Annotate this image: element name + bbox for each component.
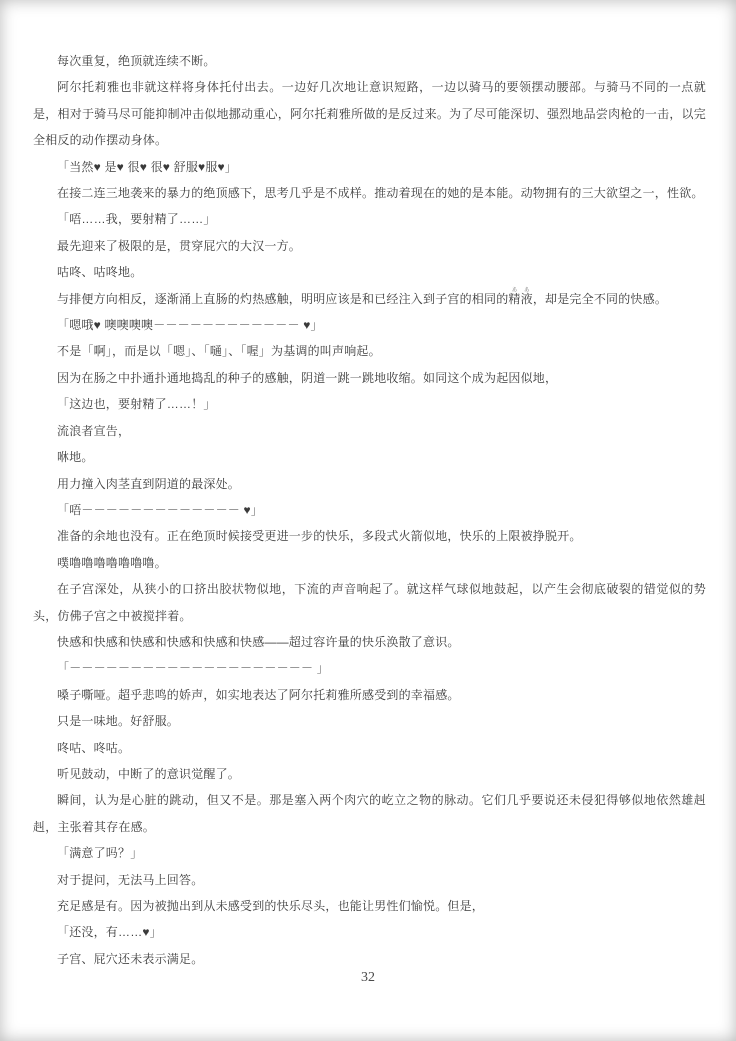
paragraph: 快感和快感和快感和快感和快感和快感——超过容许量的快乐涣散了意识。 [57,634,460,649]
paragraph: 每次重复，绝顶就连续不断。 [57,54,216,68]
paragraph: 用力撞入肉茎直到阴道的最深处。 [57,476,241,491]
paragraph: 咕咚、咕咚地。 [57,265,143,280]
paragraph: 流浪者宣告， [57,423,131,438]
paragraph: 「这边也，要射精了……！」 [57,397,216,412]
ruby-annotation: ぁぁ [508,285,533,293]
paragraph: 子宫、屁穴还未表示满足。 [57,951,204,966]
paragraph: 嗓子嘶哑。超乎悲鸣的娇声，如实地表达了阿尔托莉雅所感受到的幸福感。 [57,687,460,702]
page-number: 32 [361,970,375,985]
paragraph: 「还没，有……♥」 [57,925,162,940]
paragraph: 对于提问，无法马上回答。 [57,872,204,887]
paragraph: 不是「啊」，而是以「嗯」、「嗵」、「喔」为基调的叫声响起。 [57,344,381,359]
paragraph: 与排便方向相反，逐渐涌上直肠的灼热感触，明明应该是和已经注入到子宫的相同的精液ぁぁ，却是完全不同的快感。 [57,285,668,306]
paragraph: 咻地。 [57,450,94,465]
paragraph: 「－－－－－－－－－－－－－－－－－－－－ 」 [57,661,329,676]
paragraph: 充足感是有。因为被抛出到从未感受到的快乐尽头，也能让男性们愉悦。但是， [57,899,485,913]
paragraph: 「唔……我，要射精了……」 [57,212,216,227]
paragraph: 只是一味地。好舒服。 [57,714,180,729]
paragraph: 噗噜噜噜噜噜噜噜。 [57,555,167,570]
paragraph: 「当然♥ 是♥ 很♥ 很♥ 舒服♥服♥」 [57,159,238,174]
ruby-annotated-word: 精液ぁぁ [508,285,533,306]
paragraph: 「唔－－－－－－－－－－－－－ ♥」 [57,502,264,517]
paragraph: 瞬间，认为是心脏的跳动，但又不是。那是塞入两个肉穴的屹立之物的脉动。它们几乎要说还未侵犯得够似地依然雄赳赳，主张着其存在感。 [33,793,706,834]
paragraph: 阿尔托莉雅也非就这样将身体托付出去。一边好几次地让意识短路，一边以骑马的要领摆动腰部。与骑马不同的一点就是，相对于骑马尽可能抑制冲击似地挪动重心，阿尔托莉雅所做的是反过来。为了尽可能深切、强烈地品尝肉枪的一击，以完全相反的动作摆动身体。 [33,80,706,148]
paragraph: 最先迎来了极限的是，贯穿屁穴的大汉一方。 [57,238,302,253]
paragraph-list [33,48,706,972]
paragraph: 准备的余地也没有。正在绝顶时候接受更进一步的快乐，多段式火箭似地，快乐的上限被挣脱开。 [57,529,582,544]
paragraph: 在接二连三地袭来的暴力的绝顶感下，思考几乎是不成样。推动着现在的她的是本能。动物拥有的三大欲望之一，性欲。 [57,186,704,201]
paragraph: 「嗯哦♥ 噢噢噢噢－－－－－－－－－－－－ ♥」 [57,318,323,333]
paragraph: 在子宫深处，从狭小的口挤出胶状物似地，下流的声音响起了。就这样气球似地鼓起，以产生会彻底破裂的错觉似的势头，仿佛子宫之中被搅拌着。 [33,582,706,623]
paragraph: 因为在肠之中扑通扑通地捣乱的种子的感触，阴道一跳一跳地收缩。如同这个成为起因似地， [57,370,558,385]
paragraph: 咚咕、咚咕。 [57,740,131,755]
paragraph: 听见鼓动，中断了的意识觉醒了。 [57,766,241,781]
paragraph: 「满意了吗？」 [57,846,143,861]
